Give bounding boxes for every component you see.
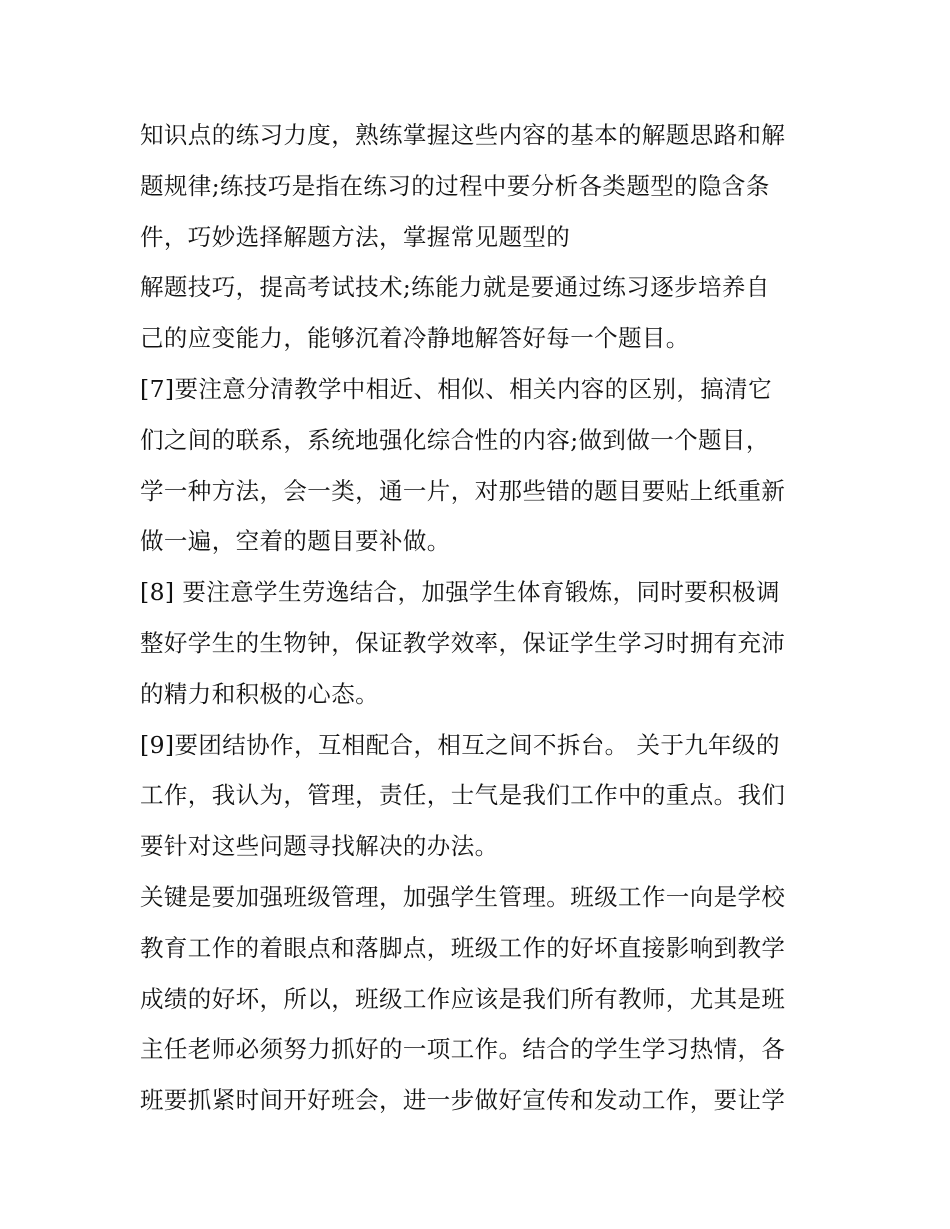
text-line: 己的应变能力，能够沉着冷静地解答好每一个题目。	[140, 324, 690, 353]
text-line: 教育工作的着眼点和落脚点，班级工作的好坏直接影响到教学	[140, 933, 786, 962]
text-line: 主任老师必须努力抓好的一项工作。结合的学生学习热情，各	[140, 1035, 786, 1064]
text-line: [9]要团结协作，互相配合，相互之间不拆台。 关于九年级的	[140, 730, 780, 759]
text-line: 工作，我认为，管理，责任，士气是我们工作中的重点。我们	[140, 781, 786, 810]
text-line: 知识点的练习力度，熟练掌握这些内容的基本的解题思路和解	[140, 121, 786, 149]
text-line: 学一种方法，会一类，通一片，对那些错的题目要贴上纸重新	[140, 476, 786, 505]
text-line: 要针对这些问题寻找解决的办法。	[140, 832, 499, 861]
text-line: 解题技巧，提高考试技术;练能力就是要通过练习逐步培养自	[140, 273, 770, 302]
text-line: 关键是要加强班级管理，加强学生管理。班级工作一向是学校	[140, 882, 786, 911]
body-text	[140, 110, 840, 1126]
text-line: 件，巧妙选择解题方法，掌握常见题型的	[140, 222, 571, 251]
text-line: 做一遍，空着的题目要补做。	[140, 527, 451, 556]
text-line: 整好学生的生物钟，保证教学效率，保证学生学习时拥有充沛	[140, 628, 786, 657]
text-line: [8] 要注意学生劳逸结合，加强学生体育锻炼，同时要积极调	[140, 578, 780, 607]
text-line: 题规律;练技巧是指在练习的过程中要分析各类题型的隐含条	[140, 171, 770, 200]
text-line: 们之间的联系，系统地强化综合性的内容;做到做一个题目，	[140, 425, 770, 454]
text-line: [7]要注意分清教学中相近、相似、相关内容的区别，搞清它	[140, 374, 772, 403]
text-line: 班要抓紧时间开好班会，进一步做好宣传和发动工作，要让学	[140, 1086, 786, 1115]
text-line: 成绩的好坏，所以，班级工作应该是我们所有教师，尤其是班	[140, 984, 786, 1013]
text-line: 的精力和积极的心态。	[140, 679, 379, 708]
